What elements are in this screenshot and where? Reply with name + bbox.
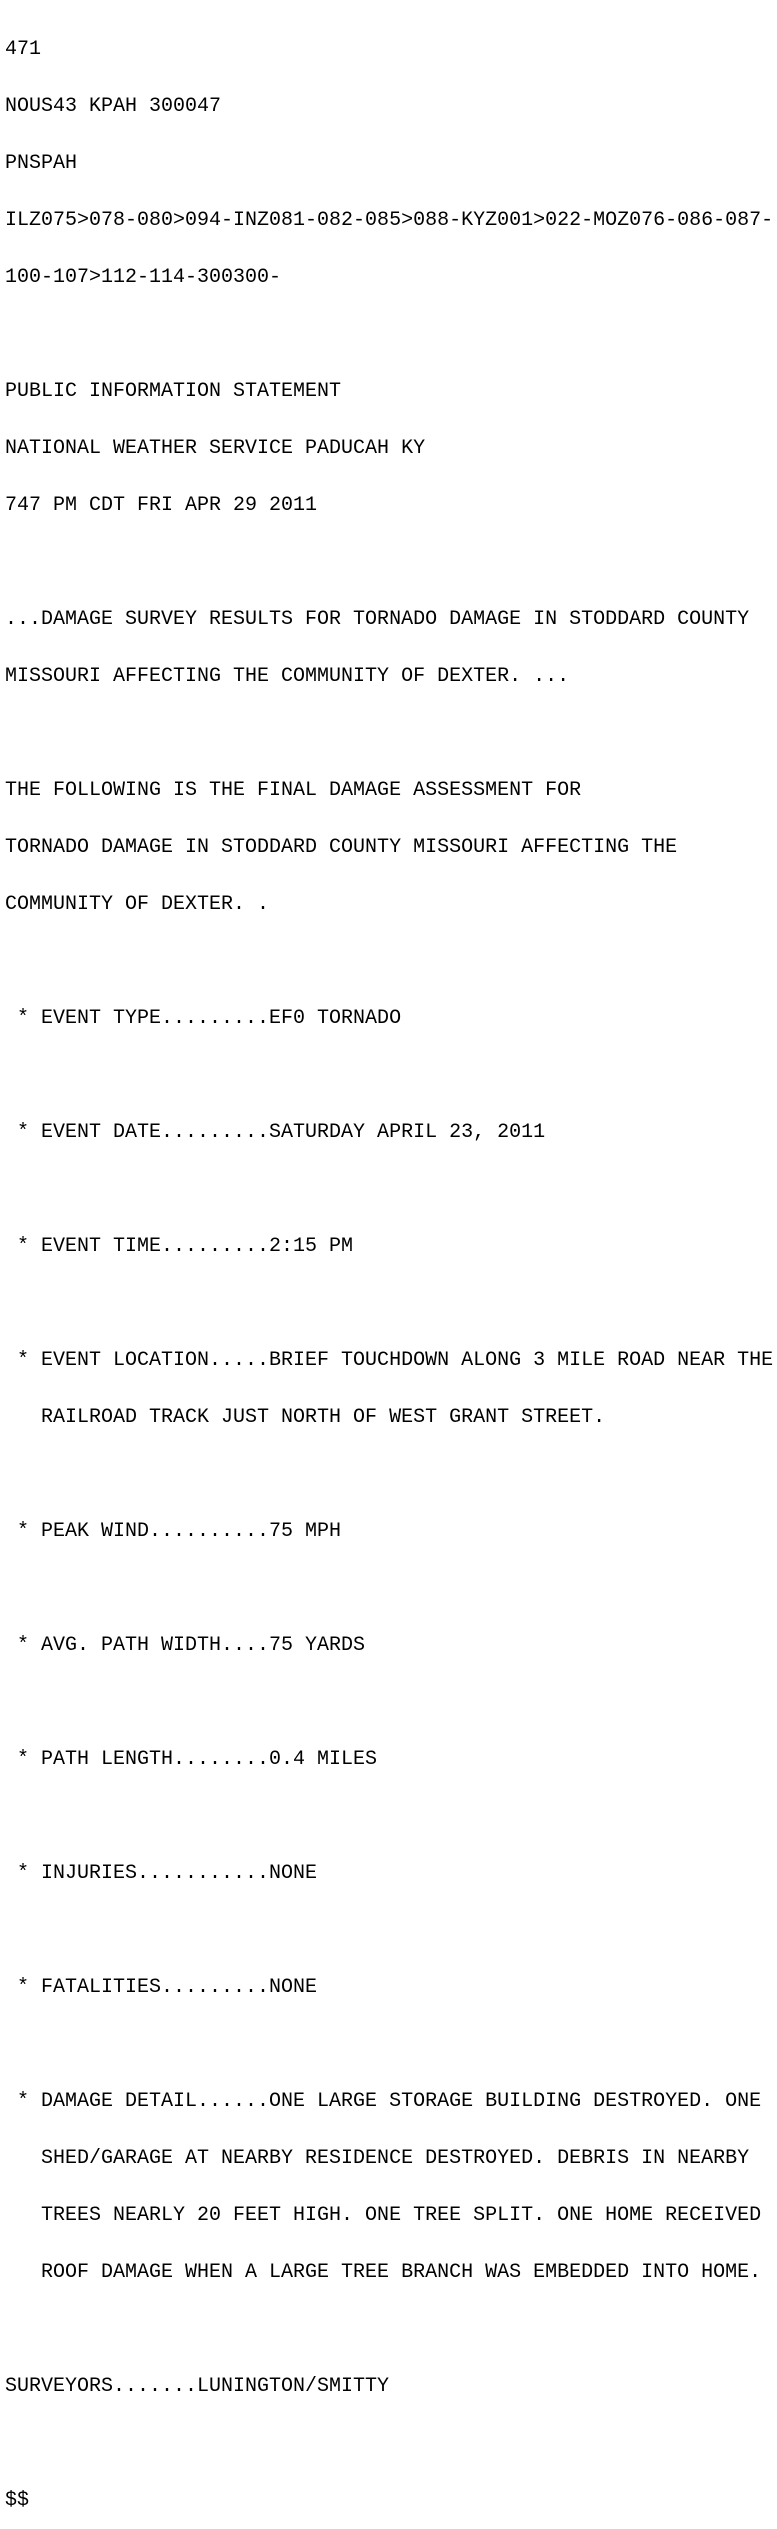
blank-line: [5, 724, 773, 743]
statement-title: PUBLIC INFORMATION STATEMENT: [5, 380, 342, 403]
wmo-header-line: NOUS43 KPAH 300047: [5, 95, 222, 118]
blank-line: [5, 2434, 773, 2453]
event-location-line-1: * EVENT LOCATION.....BRIEF TOUCHDOWN ALONG 3 MILE ROAD NEAR THE: [5, 1349, 774, 1372]
statement-document: [5, 2, 773, 2529]
awips-id-line: PNSPAH: [5, 152, 78, 175]
damage-detail-line-1: * DAMAGE DETAIL......ONE LARGE STORAGE BUILDING DESTROYED. ONE: [5, 2090, 762, 2113]
damage-detail-line-2: SHED/GARAGE AT NEARBY RESIDENCE DESTROYED. DEBRIS IN NEARBY: [5, 2147, 750, 2170]
blank-line: [5, 2320, 773, 2339]
blank-line: [5, 1066, 773, 1085]
injuries-line: * INJURIES...........NONE: [5, 1862, 318, 1885]
issue-time: 747 PM CDT FRI APR 29 2011: [5, 494, 318, 517]
zone-codes-line-2: 100-107>112-114-300300-: [5, 266, 282, 289]
blank-line: [5, 2035, 773, 2054]
damage-detail-line-3: TREES NEARLY 20 FEET HIGH. ONE TREE SPLIT. ONE HOME RECEIVED: [5, 2204, 762, 2227]
damage-detail-line-4: ROOF DAMAGE WHEN A LARGE TREE BRANCH WAS EMBEDDED INTO HOME.: [5, 2261, 762, 2284]
headline-line-2: MISSOURI AFFECTING THE COMMUNITY OF DEXTER. ...: [5, 665, 570, 688]
blank-line: [5, 553, 773, 572]
event-time-line: * EVENT TIME.........2:15 PM: [5, 1235, 354, 1258]
zone-codes-line-1: ILZ075>078-080>094-INZ081-082-085>088-KYZ001>022-MOZ076-086-087-: [5, 209, 774, 232]
blank-line: [5, 1465, 773, 1484]
intro-line-1: THE FOLLOWING IS THE FINAL DAMAGE ASSESSMENT FOR: [5, 779, 582, 802]
end-marker: $$: [5, 2489, 30, 2512]
headline-line-1: ...DAMAGE SURVEY RESULTS FOR TORNADO DAMAGE IN STODDARD COUNTY: [5, 608, 750, 631]
issuing-office: NATIONAL WEATHER SERVICE PADUCAH KY: [5, 437, 426, 460]
fatalities-line: * FATALITIES.........NONE: [5, 1976, 318, 1999]
blank-line: [5, 1579, 773, 1598]
peak-wind-line: * PEAK WIND..........75 MPH: [5, 1520, 342, 1543]
path-width-line: * AVG. PATH WIDTH....75 YARDS: [5, 1634, 366, 1657]
event-date-line: * EVENT DATE.........SATURDAY APRIL 23, 2011: [5, 1121, 546, 1144]
event-location-line-2: RAILROAD TRACK JUST NORTH OF WEST GRANT STREET.: [5, 1406, 606, 1429]
blank-line: [5, 1693, 773, 1712]
blank-line: [5, 1180, 773, 1199]
event-type-line: * EVENT TYPE.........EF0 TORNADO: [5, 1007, 402, 1030]
intro-line-2: TORNADO DAMAGE IN STODDARD COUNTY MISSOURI AFFECTING THE: [5, 836, 678, 859]
blank-line: [5, 1807, 773, 1826]
blank-line: [5, 1294, 773, 1313]
blank-line: [5, 1921, 773, 1940]
blank-line: [5, 325, 773, 344]
surveyors-line: SURVEYORS.......LUNINGTON/SMITTY: [5, 2375, 390, 2398]
path-length-line: * PATH LENGTH........0.4 MILES: [5, 1748, 378, 1771]
blank-line: [5, 952, 773, 971]
product-id-line: 471: [5, 38, 42, 61]
intro-line-3: COMMUNITY OF DEXTER. .: [5, 893, 270, 916]
